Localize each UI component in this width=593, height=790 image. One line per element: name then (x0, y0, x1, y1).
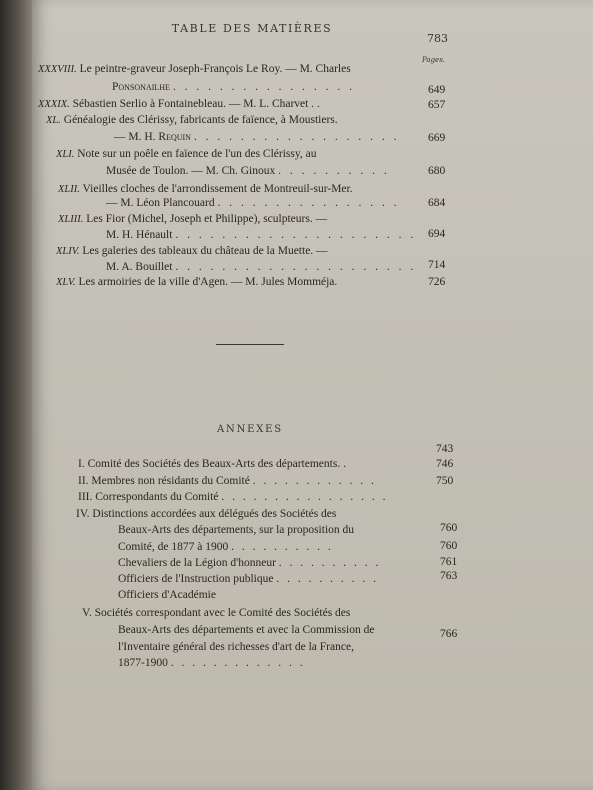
toc-page: 669 (428, 132, 446, 144)
toc-entry-title: Les galeries des tableaux du château de la Muette. — (82, 245, 328, 257)
toc-entry-number: XXXIX. (38, 99, 70, 110)
book-spine (0, 0, 34, 790)
toc-entry-number: XLIV. (56, 246, 80, 257)
toc-entry-author (112, 81, 355, 93)
toc-leader: . . . . . . . . . . (231, 541, 334, 553)
annex-text: Beaux-Arts des départements, sur la proposition du (118, 524, 355, 536)
annex-page: 760 (440, 522, 458, 534)
toc-entry-xlv (56, 276, 337, 288)
toc-entry-number: XLII. (58, 184, 80, 195)
toc-leader: . . . . . . . . . . . . (252, 475, 377, 487)
annex-item (82, 607, 350, 619)
toc-leader: . . . . . . . . . . . . . . . . (217, 197, 400, 209)
toc-entry-author (106, 261, 416, 273)
toc-author: — M. H. Requin (114, 131, 191, 143)
annex-text: V. Sociétés correspondant avec le Comité des Sociétés des (82, 607, 351, 619)
toc-entry-xliv (56, 245, 328, 257)
annexes-heading: ANNEXES (217, 424, 283, 435)
annex-page: 761 (440, 556, 458, 568)
annex-page: 743 (436, 443, 454, 455)
annex-item (118, 573, 378, 585)
toc-entry-author (106, 197, 400, 209)
toc-entry-title: Les armoiries de la ville d'Agen. — M. Jules Momméja. (78, 276, 338, 288)
annex-item (76, 508, 336, 520)
toc-entry-title: Sébastien Serlio à Fontainebleau. — M. L. Charvet . . (72, 98, 320, 110)
toc-leader: . . . . . . . . . . . . . . . . . . (193, 131, 400, 143)
toc-author: M. H. Hénault (106, 229, 173, 241)
toc-page: 684 (428, 197, 446, 209)
annex-page: 763 (440, 570, 458, 582)
annex-text: l'Inventaire général des richesses d'art de la France, (118, 641, 354, 653)
toc-leader: . . . . . . . . . . (278, 557, 381, 569)
toc-entry-xxxix (38, 98, 320, 110)
annex-text: Chevaliers de la Légion d'honneur (118, 557, 276, 569)
toc-leader: . . . . . . . . . . . . . . . . (172, 81, 355, 93)
page-number: 783 (427, 32, 448, 45)
toc-leader: . . . . . . . . . . . . . . . . . . . . . (175, 229, 417, 241)
toc-entry-title: Vieilles cloches de l'arrondissement de Montreuil-sur-Mer. (82, 183, 353, 195)
annex-item (118, 624, 374, 636)
toc-author: Musée de Toulon. — M. Ch. Ginoux (106, 165, 276, 177)
toc-entry-title: Note sur un poêle en faïence de l'un des Clérissy, au (77, 148, 317, 160)
toc-leader: . . . . . . . . . . . . . . . . (221, 491, 389, 503)
toc-page: 680 (428, 165, 446, 177)
annex-item (118, 657, 305, 669)
toc-entry-number: XXXVIII. (38, 64, 77, 75)
toc-leader: . . . . . . . . . . (278, 165, 390, 177)
section-divider (216, 344, 284, 345)
toc-entry-number: XLV. (56, 277, 76, 288)
toc-entry-xl (46, 114, 338, 126)
toc-entry-number: XL. (46, 115, 61, 126)
toc-author: Ponsonailhe (112, 81, 170, 93)
toc-entry-xxxviii (38, 63, 351, 75)
book-page (32, 0, 593, 790)
toc-entry-xliii (58, 213, 327, 225)
annex-text: Officiers d'Académie (118, 589, 216, 601)
toc-entry-title: Les Fior (Michel, Joseph et Philippe), sculpteurs. — (86, 213, 328, 225)
annex-text: Beaux-Arts des départements et avec la Commission de (118, 624, 375, 636)
annex-page: 750 (436, 475, 454, 487)
annex-item (118, 589, 216, 601)
annex-text: II. Membres non résidants du Comité (78, 475, 250, 487)
annex-text: 1877-1900 (118, 657, 168, 669)
running-header: TABLE DES MATIÈRES (171, 22, 333, 35)
annex-item (118, 541, 333, 553)
annex-text: Officiers de l'Instruction publique (118, 573, 274, 585)
annex-page: 760 (440, 540, 458, 552)
annex-item (118, 557, 381, 569)
toc-entry-xli (56, 148, 317, 160)
toc-entry-xlii (58, 183, 353, 195)
toc-entry-title: Le peintre-graveur Joseph-François Le Roy. — M. Charles (79, 63, 351, 75)
toc-entry-author (106, 165, 390, 177)
annex-text: IV. Distinctions accordées aux délégués des Sociétés des (76, 508, 337, 520)
toc-leader: . . . . . . . . . . . . . (170, 657, 306, 669)
toc-page: 657 (428, 99, 446, 111)
toc-entry-title: Généalogie des Clérissy, fabricants de faïence, à Moustiers. (63, 114, 338, 126)
annex-text: I. Comité des Sociétés des Beaux-Arts des départements. . (78, 458, 346, 470)
annex-item (78, 475, 376, 487)
annex-text: III. Correspondants du Comité (78, 491, 219, 503)
annex-page: 746 (436, 458, 454, 470)
annex-item (78, 491, 388, 503)
toc-entry-author (114, 131, 399, 143)
annex-text: Comité, de 1877 à 1900 (118, 541, 229, 553)
toc-author: M. A. Bouillet (106, 261, 173, 273)
pages-column-label: Pages. (422, 56, 446, 64)
toc-leader: . . . . . . . . . . . . . . . . . . . . . (175, 261, 417, 273)
toc-entry-author (106, 229, 416, 241)
toc-entry-number: XLI. (56, 149, 75, 160)
toc-page: 714 (428, 259, 446, 271)
annex-item (78, 458, 346, 470)
toc-author: — M. Léon Plancouard (106, 197, 215, 209)
toc-page: 649 (428, 84, 446, 96)
annex-item (118, 641, 354, 653)
toc-page: 694 (428, 228, 446, 240)
annex-item (118, 524, 354, 536)
toc-entry-number: XLIII. (58, 214, 84, 225)
toc-page: 726 (428, 276, 446, 288)
toc-leader: . . . . . . . . . . (276, 573, 379, 585)
annex-page: 766 (440, 628, 458, 640)
